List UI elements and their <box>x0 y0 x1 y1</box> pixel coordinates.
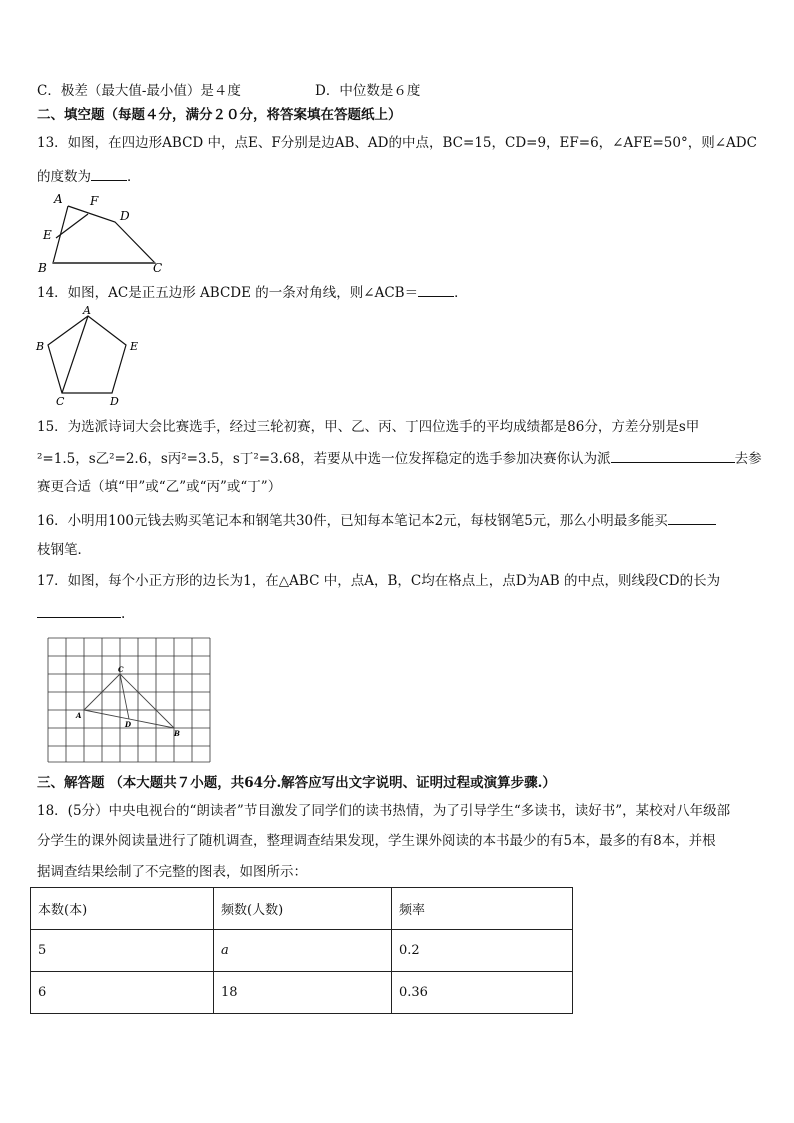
q13-text-line1: 13．如图，在四边形ABCD 中，点E、F分别是边AB、AD的中点，BC=15，CD=9，EF=6，∠AFE=50°，则∠ADC <box>37 135 757 151</box>
table-cell: 0.36 <box>392 972 573 1014</box>
label-c: C <box>153 261 163 275</box>
label-d: D <box>110 395 119 408</box>
table-row <box>31 930 573 972</box>
q12-option-c: C．极差（最大值-最小值）是４度 <box>37 83 241 99</box>
section-2-heading: 二、填空题（每题４分，满分２０分，将答案填在答题纸上） <box>37 107 402 123</box>
label-b: B <box>38 261 47 275</box>
q13-quadrilateral-figure <box>34 190 174 279</box>
table-cell: 5 <box>31 930 214 972</box>
q16-text-line1 <box>37 510 716 530</box>
q17-text-line1: 17．如图，每个小正方形的边长为1，在△ABC 中，点A，B，C均在格点上，点D为AB 的中点，则线段CD的长为 <box>37 573 721 589</box>
q18-text-line1: 18．(5分）中央电视台的“朗读者”节目激发了同学们的读书热情，为了引导学生“多读书，读好书”，某校对八年级部 <box>37 803 731 819</box>
label-b: B <box>36 340 45 353</box>
q17-grid-figure <box>46 636 212 768</box>
q18-text-line3: 据调查结果绘制了不完整的图表，如图所示： <box>37 864 307 880</box>
q16-answer-blank[interactable] <box>668 510 716 525</box>
label-a: A <box>83 304 91 317</box>
q18-text-line2: 分学生的课外阅读量进行了随机调查，整理调查结果发现，学生课外阅读的本书最少的有5本，最多的有8本，并根 <box>37 833 716 849</box>
q14-suffix: ． <box>454 285 468 301</box>
table-cell: 18 <box>214 972 392 1014</box>
table-row <box>31 972 573 1014</box>
q16-prefix: 16．小明用100元钱去购买笔记本和钢笔共30件，已知每本笔记本2元，每枝钢笔5元，那么小明最多能买 <box>37 513 668 529</box>
label-b: B <box>174 729 180 738</box>
q15-text-line3: 赛更合适（填“甲”或“乙”或“丙”或“丁”） <box>37 479 282 495</box>
q15-suffix: 去参 <box>734 451 762 467</box>
header-cell-books: 本数(本) <box>31 888 214 930</box>
label-d: D <box>125 720 132 729</box>
q13-prefix: 的度数为 <box>37 169 91 185</box>
q14-answer-blank[interactable] <box>418 282 454 297</box>
q15-prefix: ²=1.5，s乙²=2.6，s丙²=3.5，s丁²=3.68，若要从中选一位发挥稳定的选手参加决赛你认为派 <box>37 451 611 467</box>
q15-text-line2 <box>37 448 762 468</box>
q17-text-line2 <box>37 603 125 623</box>
label-e: E <box>130 340 139 353</box>
q13-answer-blank[interactable] <box>91 166 127 181</box>
q15-answer-blank[interactable] <box>611 448 735 463</box>
table-cell: 0.2 <box>392 930 573 972</box>
label-c: C <box>118 665 124 674</box>
table-cell: 6 <box>31 972 214 1014</box>
label-d: D <box>120 209 130 223</box>
q15-text-line1: 15．为选派诗词大会比赛选手，经过三轮初赛，甲、乙、丙、丁四位选手的平均成绩都是86分，方差分别是s甲 <box>37 419 700 435</box>
label-c: C <box>56 395 65 408</box>
label-f: F <box>90 194 99 208</box>
table-cell: a <box>214 930 392 972</box>
q16-text-line2: 枝钢笔． <box>37 542 91 558</box>
header-cell-rate: 频率 <box>392 888 573 930</box>
q14-pentagon-figure <box>34 304 144 413</box>
section-3-heading: 三、解答题 （本大题共７小题，共64分.解答应写出文字说明、证明过程或演算步骤.） <box>37 775 556 791</box>
q13-suffix: ． <box>127 169 141 185</box>
q12-option-d: D．中位数是６度 <box>315 83 421 99</box>
table-header-row <box>31 888 573 930</box>
header-cell-frequency: 频数(人数) <box>214 888 392 930</box>
q17-answer-blank[interactable] <box>37 603 121 618</box>
q14-text <box>37 282 468 302</box>
label-a: A <box>76 711 82 720</box>
label-e: E <box>43 228 52 242</box>
label-a: A <box>54 192 63 206</box>
q13-text-line2 <box>37 166 141 186</box>
q18-frequency-table <box>30 887 573 1014</box>
q14-prefix: 14．如图，AC是正五边形 ABCDE 的一条对角线，则∠ACB＝ <box>37 285 419 301</box>
q17-suffix: . <box>121 606 126 622</box>
